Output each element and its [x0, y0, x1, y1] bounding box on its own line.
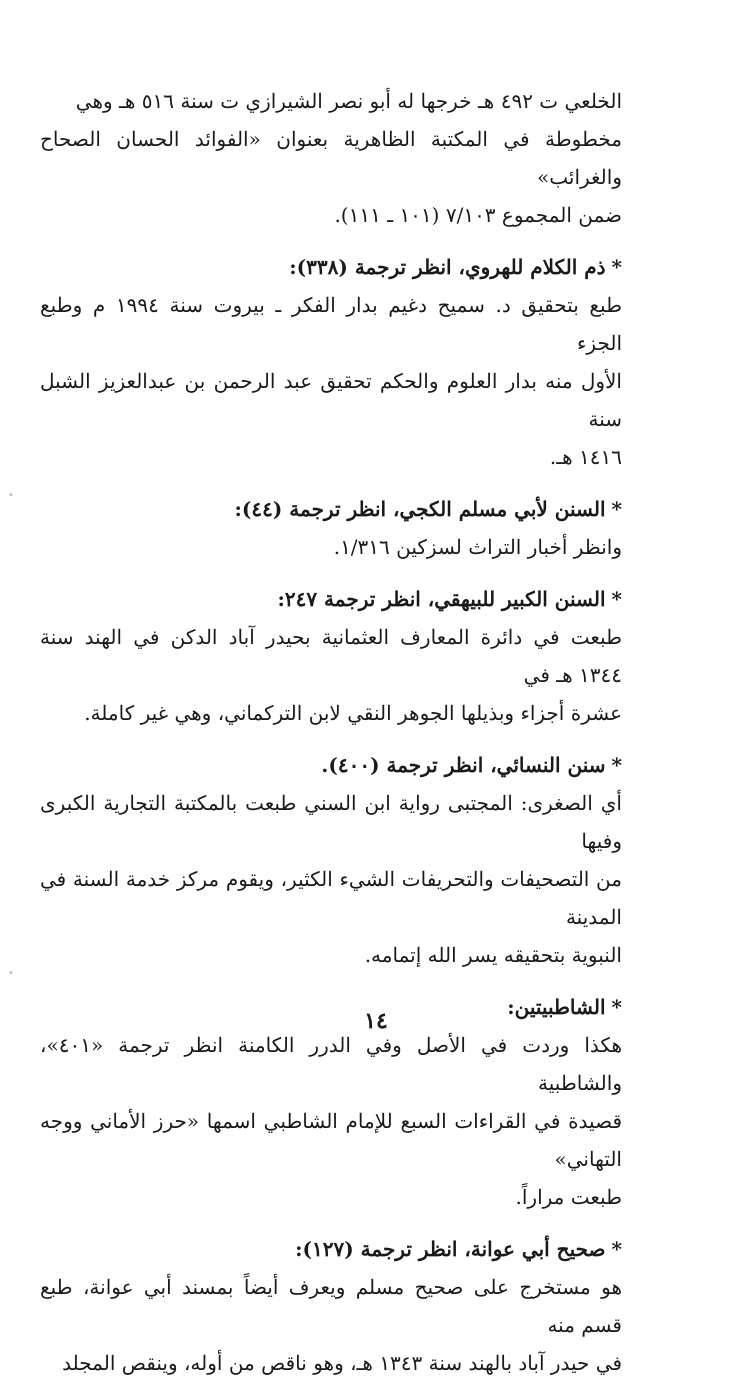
entry-heading-text: السنن لأبي مسلم الكجي، انظر ترجمة (٤٤): — [234, 497, 606, 521]
text-line: ١٤١٦ هـ. — [549, 445, 622, 469]
entry-heading-text: سنن النسائي، انظر ترجمة (٤٠٠). — [321, 753, 606, 777]
star-bullet: * — [611, 255, 622, 279]
text-line: ضمن المجموع ٧/١٠٣ (١٠١ ـ ١١١). — [334, 203, 622, 227]
text-line: مخطوطة في المكتبة الظاهرية بعنوان «الفوائد الحسان الصحاح والغرائب» — [40, 127, 622, 189]
intro-paragraph — [40, 82, 622, 234]
entry-sunan-bayhaqi — [40, 580, 622, 732]
edge-mark: • — [8, 490, 14, 501]
text-line: وانظر أخبار التراث لسزكين ١/٣١٦. — [333, 535, 622, 559]
entry-heading-text: ذم الكلام للهروي، انظر ترجمة (٣٣٨): — [289, 255, 606, 279]
entry-heading-text: الشاطبيتين: — [507, 995, 606, 1019]
page-number: ١٤ — [364, 1008, 388, 1034]
text-line: طبعت في دائرة المعارف العثمانية بحيدر آباد الدكن في الهند سنة ١٣٤٤ هـ في — [40, 625, 622, 687]
star-bullet: * — [611, 753, 622, 777]
entry-sunan-nasai — [40, 746, 622, 974]
star-bullet: * — [611, 1237, 622, 1261]
text-line: طبع بتحقيق د. سميح دغيم بدار الفكر ـ بيروت سنة ١٩٩٤ م وطبع الجزء — [40, 293, 622, 355]
entry-heading — [40, 248, 622, 286]
entry-heading-text: السنن الكبير للبيهقي، انظر ترجمة ٢٤٧: — [277, 587, 606, 611]
entry-heading — [40, 580, 622, 618]
text-line: أي الصغرى: المجتبى رواية ابن السني طبعت بالمكتبة التجارية الكبرى وفيها — [40, 791, 622, 853]
entry-heading — [40, 1230, 622, 1268]
star-bullet: * — [611, 497, 622, 521]
text-line: هو مستخرج على صحيح مسلم ويعرف أيضاً بمسند أبي عوانة، طبع قسم منه — [40, 1275, 623, 1337]
text-line: الخلعي ت ٤٩٢ هـ خرجها له أبو نصر الشيرازي ت سنة ٥١٦ هـ وهي — [75, 89, 622, 113]
text-line: قصيدة في القراءات السبع للإمام الشاطبي اسمها «حرز الأماني ووجه التهاني» — [40, 1109, 622, 1171]
text-line: هكذا وردت في الأصل وفي الدرر الكامنة انظر ترجمة «٤٠١»، والشاطبية — [40, 1033, 622, 1095]
text-line: طبعت مراراً. — [515, 1185, 622, 1209]
page-body — [40, 82, 622, 1382]
edge-mark: • — [8, 968, 14, 979]
text-line: عشرة أجزاء وبذيلها الجوهر النقي لابن التركماني، وهي غير كاملة. — [84, 701, 622, 725]
star-bullet: * — [611, 587, 622, 611]
text-line: النبوية بتحقيقه يسر الله إتمامه. — [364, 943, 622, 967]
text-line: في حيدر آباد بالهند سنة ١٣٤٣ هـ، وهو ناقص من أوله، وينقص المجلد — [62, 1351, 622, 1375]
entry-heading-text: صحيح أبي عوانة، انظر ترجمة (١٢٧): — [295, 1237, 606, 1261]
entry-dhamm-al-kalam — [40, 248, 622, 476]
text-line: من التصحيفات والتحريفات الشيء الكثير، ويقوم مركز خدمة السنة في المدينة — [40, 867, 622, 929]
entry-sahih-abi-awana — [40, 1230, 622, 1382]
text-line: الأول منه بدار العلوم والحكم تحقيق عبد الرحمن بن عبدالعزيز الشبل سنة — [40, 369, 622, 431]
entry-heading — [40, 490, 622, 528]
entry-heading — [40, 746, 622, 784]
star-bullet: * — [611, 995, 622, 1019]
entry-sunan-kajji — [40, 490, 622, 566]
